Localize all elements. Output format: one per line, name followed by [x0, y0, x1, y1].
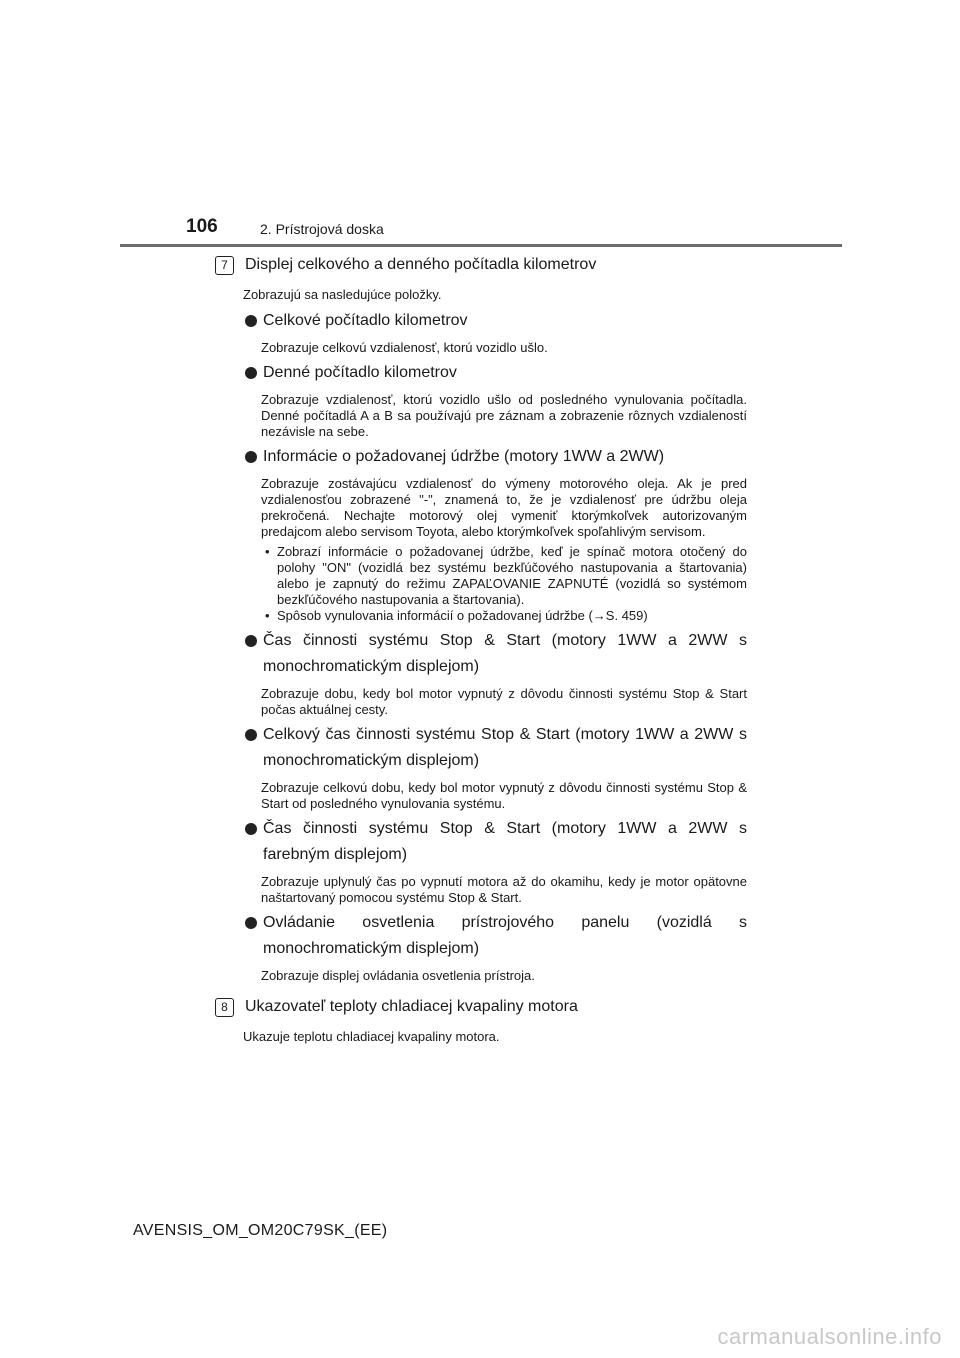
section-8	[215, 994, 747, 1046]
item-description: Zobrazuje zostávajúcu vzdialenosť do výmeny motorového oleja. Ak je pred vzdialenosťou zobrazené "-", znamená to, že je vzdialenosť pre údržbu oleja prekročená. Nechajte motorový olej vymeniť ktorýmkoľvek autorizovaným predajcom alebo servisom Toyota, alebo ktorýmkoľvek spoľahlivým servisom.	[261, 476, 747, 539]
section-7	[215, 252, 747, 984]
bullet-icon	[245, 451, 257, 463]
section-number-badge: 8	[215, 998, 234, 1017]
section-heading: Displej celkového a denného počítadla kilometrov	[245, 256, 597, 273]
list-item	[243, 360, 747, 440]
item-title: Celkový čas činnosti systému Stop & Start (motory 1WW a 2WW s monochromatickým displejom)	[263, 726, 747, 769]
bullet-icon	[245, 823, 257, 835]
item-title: Čas činnosti systému Stop & Start (motory 1WW a 2WW s farebným displejom)	[263, 820, 747, 863]
sub-bullet-text: Spôsob vynulovania informácií o požadovanej údržbe (→S. 459)	[277, 608, 648, 623]
list-item	[243, 722, 747, 812]
section-title	[215, 994, 747, 1020]
section-title	[215, 252, 747, 278]
list-item	[243, 816, 747, 906]
list-item	[243, 910, 747, 984]
item-title: Denné počítadlo kilometrov	[263, 364, 457, 381]
page-number: 106	[186, 216, 218, 237]
item-title: Čas činnosti systému Stop & Start (motory 1WW a 2WW s monochromatickým displejom)	[263, 632, 747, 675]
sub-bullet-text: Zobrazí informácie o požadovanej údržbe, keď je spínač motora otočený do polohy "ON" (vozidlá bez systému bezkľúčového nastupovania a štartovania) alebo je zapnutý do režimu ZAPAĽOVANIE ZAPNUTÉ (vozidlá so systémom bezkľúčového nastupovania a štartovania).	[277, 544, 747, 607]
section-description: Ukazuje teplotu chladiacej kvapaliny motora.	[243, 1029, 500, 1044]
header-divider	[120, 244, 842, 247]
list-item	[243, 308, 747, 356]
watermark: carmanualsonline.info	[717, 1324, 942, 1349]
item-title: Celkové počítadlo kilometrov	[263, 312, 468, 329]
chapter-title: 2. Prístrojová doska	[260, 221, 384, 237]
sub-bullet: • Zobrazí informácie o požadovanej údržbe, keď je spínač motora otočený do polohy "ON" (vozidlá bez systému bezkľúčového nastupovania a štartovania) alebo je zapnutý do režimu ZAPAĽOVANIE ZAPNUTÉ (vozidlá so systémom bezkľúčového nastupovania a štartovania).	[265, 544, 747, 607]
item-description: Zobrazuje vzdialenosť, ktorú vozidlo ušlo od posledného vynulovania počítadla. Denné počítadlá A a B sa používajú pre záznam a zobrazenie rôznych vzdialeností nezávisle na sebe.	[261, 392, 747, 439]
item-description: Zobrazuje celkovú dobu, kedy bol motor vypnutý z dôvodu činnosti systému Stop & Start od posledného vynulovania systému.	[261, 780, 747, 811]
bullet-icon	[245, 729, 257, 741]
item-title: Informácie o požadovanej údržbe (motory 1WW a 2WW)	[263, 448, 665, 465]
section-description: Zobrazujú sa nasledujúce položky.	[243, 287, 442, 302]
item-description: Zobrazuje dobu, kedy bol motor vypnutý z dôvodu činnosti systému Stop & Start počas aktuálnej cesty.	[261, 686, 747, 717]
item-description: Zobrazuje uplynulý čas po vypnutí motora až do okamihu, kedy je motor opätovne naštartovaný pomocou systému Stop & Start.	[261, 874, 747, 905]
document-code: AVENSIS_OM_OM20C79SK_(EE)	[133, 1222, 388, 1239]
section-number-badge: 7	[215, 256, 234, 275]
list-item	[243, 628, 747, 718]
main-content	[215, 252, 747, 1050]
list-item	[243, 444, 747, 624]
bullet-icon	[245, 635, 257, 647]
bullet-icon	[245, 315, 257, 327]
item-description: Zobrazuje displej ovládania osvetlenia prístroja.	[261, 968, 535, 983]
bullet-icon	[245, 917, 257, 929]
section-heading: Ukazovateľ teploty chladiacej kvapaliny motora	[245, 998, 578, 1015]
sub-bullet: • Spôsob vynulovania informácií o požadovanej údržbe (→S. 459)	[265, 608, 648, 623]
item-title: Ovládanie osvetlenia prístrojového panelu (vozidlá s monochromatickým displejom)	[263, 914, 747, 957]
item-description: Zobrazuje celkovú vzdialenosť, ktorú vozidlo ušlo.	[261, 340, 548, 355]
bullet-icon	[245, 367, 257, 379]
